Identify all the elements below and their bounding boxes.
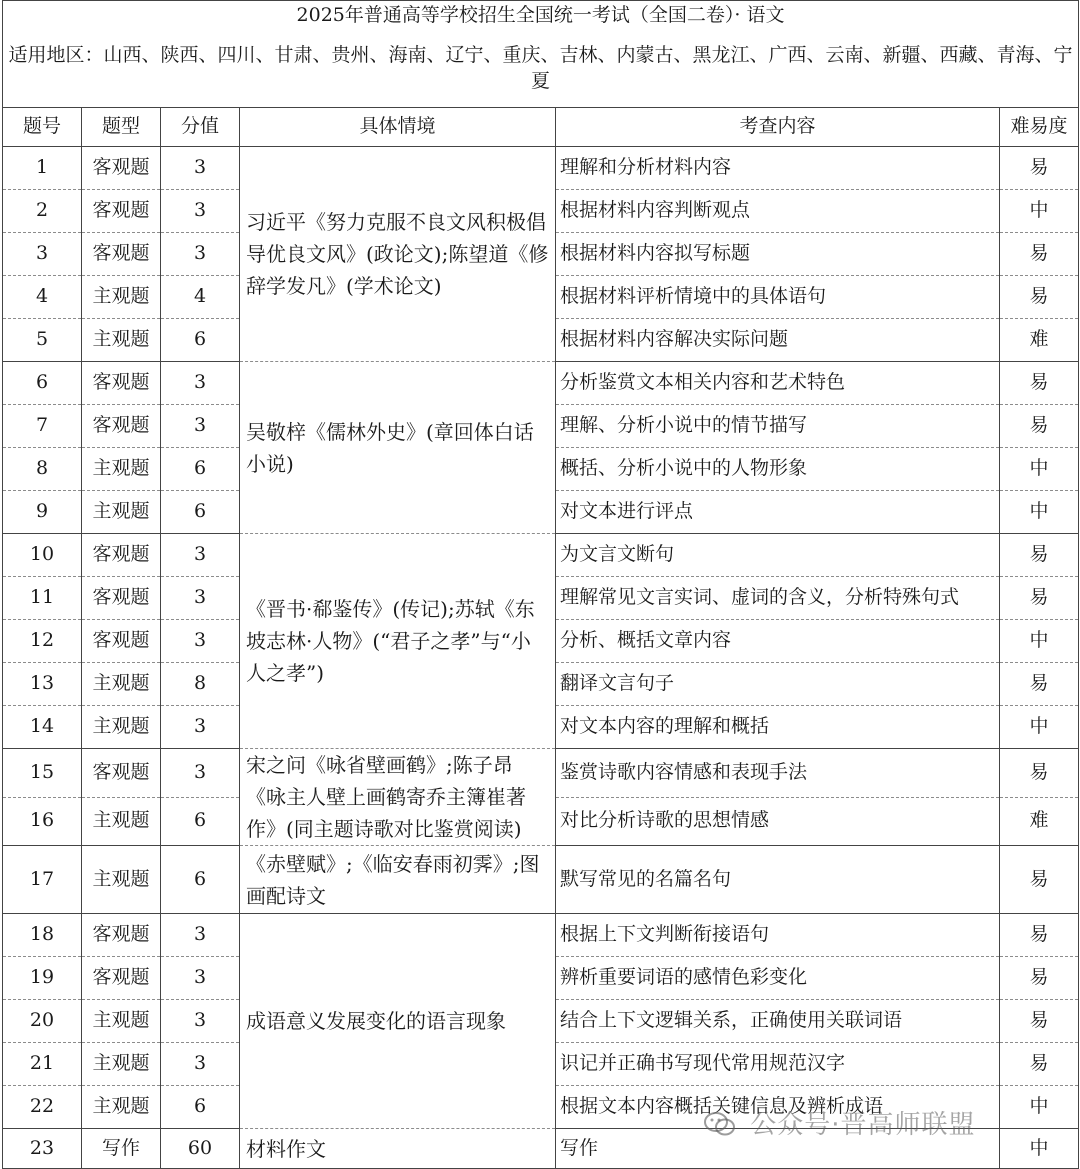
watermark	[703, 1104, 976, 1141]
question-type: 主观题	[82, 276, 161, 319]
question-number: 15	[3, 749, 82, 798]
question-score: 60	[161, 1129, 240, 1169]
assessment-content: 对文本进行评点	[556, 491, 1000, 534]
question-type: 主观题	[82, 319, 161, 362]
question-number: 18	[3, 914, 82, 957]
question-score: 3	[161, 1000, 240, 1043]
assessment-content: 分析、概括文章内容	[556, 620, 1000, 663]
table-row	[3, 147, 1079, 190]
question-context: 吴敬梓《儒林外史》(章回体白话小说)	[240, 362, 556, 534]
question-context: 材料作文	[240, 1129, 556, 1169]
question-score: 8	[161, 663, 240, 706]
question-score: 4	[161, 276, 240, 319]
question-score: 6	[161, 319, 240, 362]
question-number: 6	[3, 362, 82, 405]
assessment-content: 分析鉴赏文本相关内容和艺术特色	[556, 362, 1000, 405]
assessment-content: 理解常见文言实词、虚词的含义，分析特殊句式	[556, 577, 1000, 620]
question-type: 主观题	[82, 706, 161, 749]
header-score: 分值	[161, 108, 240, 147]
question-score: 3	[161, 957, 240, 1000]
question-context: 成语意义发展变化的语言现象	[240, 914, 556, 1129]
difficulty-level: 易	[1000, 405, 1079, 448]
question-type: 客观题	[82, 957, 161, 1000]
table-row	[3, 362, 1079, 405]
question-type: 主观题	[82, 846, 161, 914]
question-type: 客观题	[82, 534, 161, 577]
difficulty-level: 易	[1000, 233, 1079, 276]
question-score: 3	[161, 620, 240, 663]
difficulty-level: 易	[1000, 1043, 1079, 1086]
wechat-official-account-icon	[703, 1111, 737, 1137]
question-type: 客观题	[82, 405, 161, 448]
table-row	[3, 914, 1079, 957]
question-number: 5	[3, 319, 82, 362]
question-type: 主观题	[82, 797, 161, 846]
question-type: 客观题	[82, 147, 161, 190]
question-type: 客观题	[82, 914, 161, 957]
difficulty-level: 易	[1000, 534, 1079, 577]
exam-analysis-table	[2, 0, 1079, 1169]
difficulty-level: 易	[1000, 276, 1079, 319]
header-context: 具体情境	[240, 108, 556, 147]
question-context: 宋之问《咏省壁画鹤》;陈子昂《咏主人壁上画鹤寄乔主簿崔著作》(同主题诗歌对比鉴赏阅读)	[240, 749, 556, 846]
assessment-content: 结合上下文逻辑关系，正确使用关联词语	[556, 1000, 1000, 1043]
header-difficulty: 难易度	[1000, 108, 1079, 147]
question-type: 客观题	[82, 233, 161, 276]
question-score: 3	[161, 362, 240, 405]
question-score: 3	[161, 405, 240, 448]
question-context: 《赤壁赋》;《临安春雨初霁》;图画配诗文	[240, 846, 556, 914]
assessment-content: 对比分析诗歌的思想情感	[556, 797, 1000, 846]
assessment-content: 根据材料内容拟写标题	[556, 233, 1000, 276]
assessment-content: 识记并正确书写现代常用规范汉字	[556, 1043, 1000, 1086]
assessment-content: 理解、分析小说中的情节描写	[556, 405, 1000, 448]
question-number: 4	[3, 276, 82, 319]
question-number: 23	[3, 1129, 82, 1169]
question-score: 6	[161, 448, 240, 491]
assessment-content: 理解和分析材料内容	[556, 147, 1000, 190]
table-row	[3, 534, 1079, 577]
question-number: 7	[3, 405, 82, 448]
question-number: 9	[3, 491, 82, 534]
table-body	[3, 147, 1079, 1169]
difficulty-level: 中	[1000, 1129, 1079, 1169]
question-number: 2	[3, 190, 82, 233]
question-score: 3	[161, 749, 240, 798]
question-score: 3	[161, 534, 240, 577]
question-type: 主观题	[82, 1000, 161, 1043]
difficulty-level: 难	[1000, 319, 1079, 362]
question-type: 客观题	[82, 190, 161, 233]
difficulty-level: 中	[1000, 448, 1079, 491]
table-row	[3, 749, 1079, 798]
question-number: 13	[3, 663, 82, 706]
question-type: 主观题	[82, 491, 161, 534]
header-no: 题号	[3, 108, 82, 147]
assessment-content: 根据上下文判断衔接语句	[556, 914, 1000, 957]
difficulty-level: 易	[1000, 1000, 1079, 1043]
assessment-content: 根据材料评析情境中的具体语句	[556, 276, 1000, 319]
question-type: 客观题	[82, 620, 161, 663]
question-score: 3	[161, 147, 240, 190]
assessment-content: 翻译文言句子	[556, 663, 1000, 706]
question-score: 3	[161, 706, 240, 749]
assessment-content: 为文言文断句	[556, 534, 1000, 577]
question-number: 22	[3, 1086, 82, 1129]
assessment-content: 根据文本内容概括关键信息及辨析成语	[556, 1086, 1000, 1129]
question-score: 6	[161, 846, 240, 914]
question-number: 14	[3, 706, 82, 749]
question-number: 1	[3, 147, 82, 190]
question-number: 16	[3, 797, 82, 846]
question-number: 20	[3, 1000, 82, 1043]
difficulty-level: 易	[1000, 147, 1079, 190]
question-number: 17	[3, 846, 82, 914]
question-number: 3	[3, 233, 82, 276]
watermark-text: 公众号·晋高师联盟	[750, 1110, 976, 1140]
question-type: 主观题	[82, 448, 161, 491]
difficulty-level: 难	[1000, 797, 1079, 846]
question-number: 21	[3, 1043, 82, 1086]
question-score: 6	[161, 797, 240, 846]
assessment-content: 辨析重要词语的感情色彩变化	[556, 957, 1000, 1000]
question-number: 19	[3, 957, 82, 1000]
header-content: 考查内容	[556, 108, 1000, 147]
question-number: 10	[3, 534, 82, 577]
applicable-regions: 适用地区：山西、陕西、四川、甘肃、贵州、海南、辽宁、重庆、吉林、内蒙古、黑龙江、广西、云南、新疆、西藏、青海、宁夏	[3, 31, 1079, 108]
question-type: 写作	[82, 1129, 161, 1169]
question-score: 3	[161, 914, 240, 957]
difficulty-level: 易	[1000, 749, 1079, 798]
difficulty-level: 易	[1000, 914, 1079, 957]
difficulty-level: 中	[1000, 620, 1079, 663]
question-score: 6	[161, 1086, 240, 1129]
assessment-content: 根据材料内容判断观点	[556, 190, 1000, 233]
question-number: 8	[3, 448, 82, 491]
question-type: 客观题	[82, 362, 161, 405]
assessment-content: 概括、分析小说中的人物形象	[556, 448, 1000, 491]
header-row	[3, 108, 1079, 147]
assessment-content: 鉴赏诗歌内容情感和表现手法	[556, 749, 1000, 798]
header-type: 题型	[82, 108, 161, 147]
difficulty-level: 中	[1000, 190, 1079, 233]
assessment-content: 根据材料内容解决实际问题	[556, 319, 1000, 362]
assessment-content: 默写常见的名篇名句	[556, 846, 1000, 914]
question-type: 主观题	[82, 1043, 161, 1086]
question-number: 12	[3, 620, 82, 663]
assessment-content: 对文本内容的理解和概括	[556, 706, 1000, 749]
difficulty-level: 易	[1000, 577, 1079, 620]
question-score: 3	[161, 233, 240, 276]
question-score: 3	[161, 190, 240, 233]
question-number: 11	[3, 577, 82, 620]
difficulty-level: 中	[1000, 1086, 1079, 1129]
difficulty-level: 易	[1000, 957, 1079, 1000]
question-score: 3	[161, 1043, 240, 1086]
difficulty-level: 易	[1000, 362, 1079, 405]
question-type: 主观题	[82, 663, 161, 706]
question-type: 主观题	[82, 1086, 161, 1129]
difficulty-level: 易	[1000, 663, 1079, 706]
question-score: 6	[161, 491, 240, 534]
question-type: 客观题	[82, 749, 161, 798]
difficulty-level: 中	[1000, 706, 1079, 749]
difficulty-level: 中	[1000, 491, 1079, 534]
difficulty-level: 易	[1000, 846, 1079, 914]
table-row	[3, 846, 1079, 914]
question-score: 3	[161, 577, 240, 620]
question-type: 客观题	[82, 577, 161, 620]
question-context: 《晋书·郗鉴传》(传记);苏轼《东坡志林·人物》(“君子之孝”与“小人之孝”)	[240, 534, 556, 749]
assessment-content: 写作	[556, 1129, 1000, 1169]
table-title: 2025年普通高等学校招生全国统一考试（全国二卷）· 语文	[3, 1, 1079, 32]
question-context: 习近平《努力克服不良文风积极倡导优良文风》(政论文);陈望道《修辞学发凡》(学术论文)	[240, 147, 556, 362]
